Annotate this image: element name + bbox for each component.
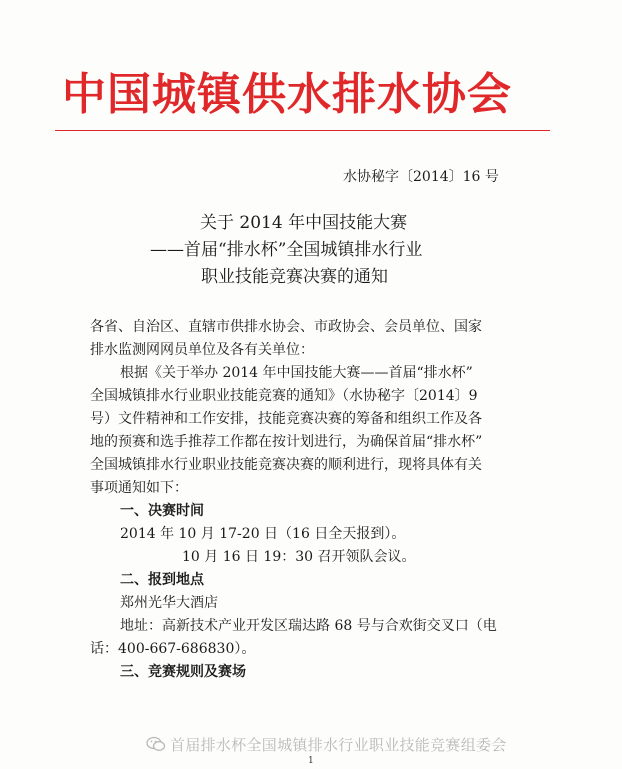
wechat-icon (146, 736, 166, 752)
section-1-line-1: 2014 年 10 月 17-20 日（16 日全天报到）。 (120, 526, 406, 542)
wechat-watermark (0, 734, 622, 756)
notice-title (150, 210, 480, 291)
section-3-heading: 三、竞赛规则及赛场 (120, 664, 246, 680)
title-line-2: ——首届“排水杯”全国城镇排水行业 (150, 240, 423, 260)
section-2-heading: 二、报到地点 (120, 572, 204, 588)
red-divider (55, 130, 550, 131)
organization-masthead: 中国城镇供水排水协会 (62, 69, 512, 120)
paragraph-line-6: 事项通知如下： (90, 480, 188, 496)
section-1-heading: 一、决赛时间 (120, 503, 204, 519)
title-line-1: 关于 2014 年中国技能大赛 (200, 213, 408, 233)
section-2-line-1: 郑州光华大酒店 (120, 595, 218, 611)
section-1-line-2: 10 月 16 日 19：30 召开领队会议。 (182, 549, 416, 565)
paragraph-line-1: 根据《关于举办 2014 年中国技能大赛——首届“排水杯” (120, 365, 473, 381)
addressee-line-1: 各省、自治区、直辖市供排水协会、市政协会、会员单位、国家 (90, 319, 482, 335)
notice-body (90, 316, 560, 684)
paragraph-line-4: 地的预赛和选手推荐工作都在按计划进行，为确保首届“排水杯” (90, 434, 483, 450)
paragraph-line-2: 全国城镇排水行业职业技能竞赛的通知》（水协秘字〔2014〕9 (90, 388, 478, 404)
section-2-line-3: 话：400-667-686830）。 (90, 641, 256, 657)
paragraph-line-5: 全国城镇排水行业职业技能竞赛决赛的顺利进行，现将具体有关 (90, 457, 482, 473)
title-line-3: 职业技能竞赛决赛的通知 (201, 267, 388, 287)
watermark-text: 首届排水杯全国城镇排水行业职业技能竞赛组委会 (170, 736, 507, 754)
document-number: 水协秘字〔2014〕16 号 (343, 169, 499, 185)
section-2-line-2: 地址：高新技术产业开发区瑞达路 68 号与合欢街交叉口（电 (120, 618, 497, 634)
page-number: 1 (308, 756, 314, 766)
paragraph-line-3: 号）文件精神和工作安排，技能竞赛决赛的筹备和组织工作及各 (90, 411, 482, 427)
addressee-line-2: 排水监测网网员单位及各有关单位： (90, 342, 314, 358)
